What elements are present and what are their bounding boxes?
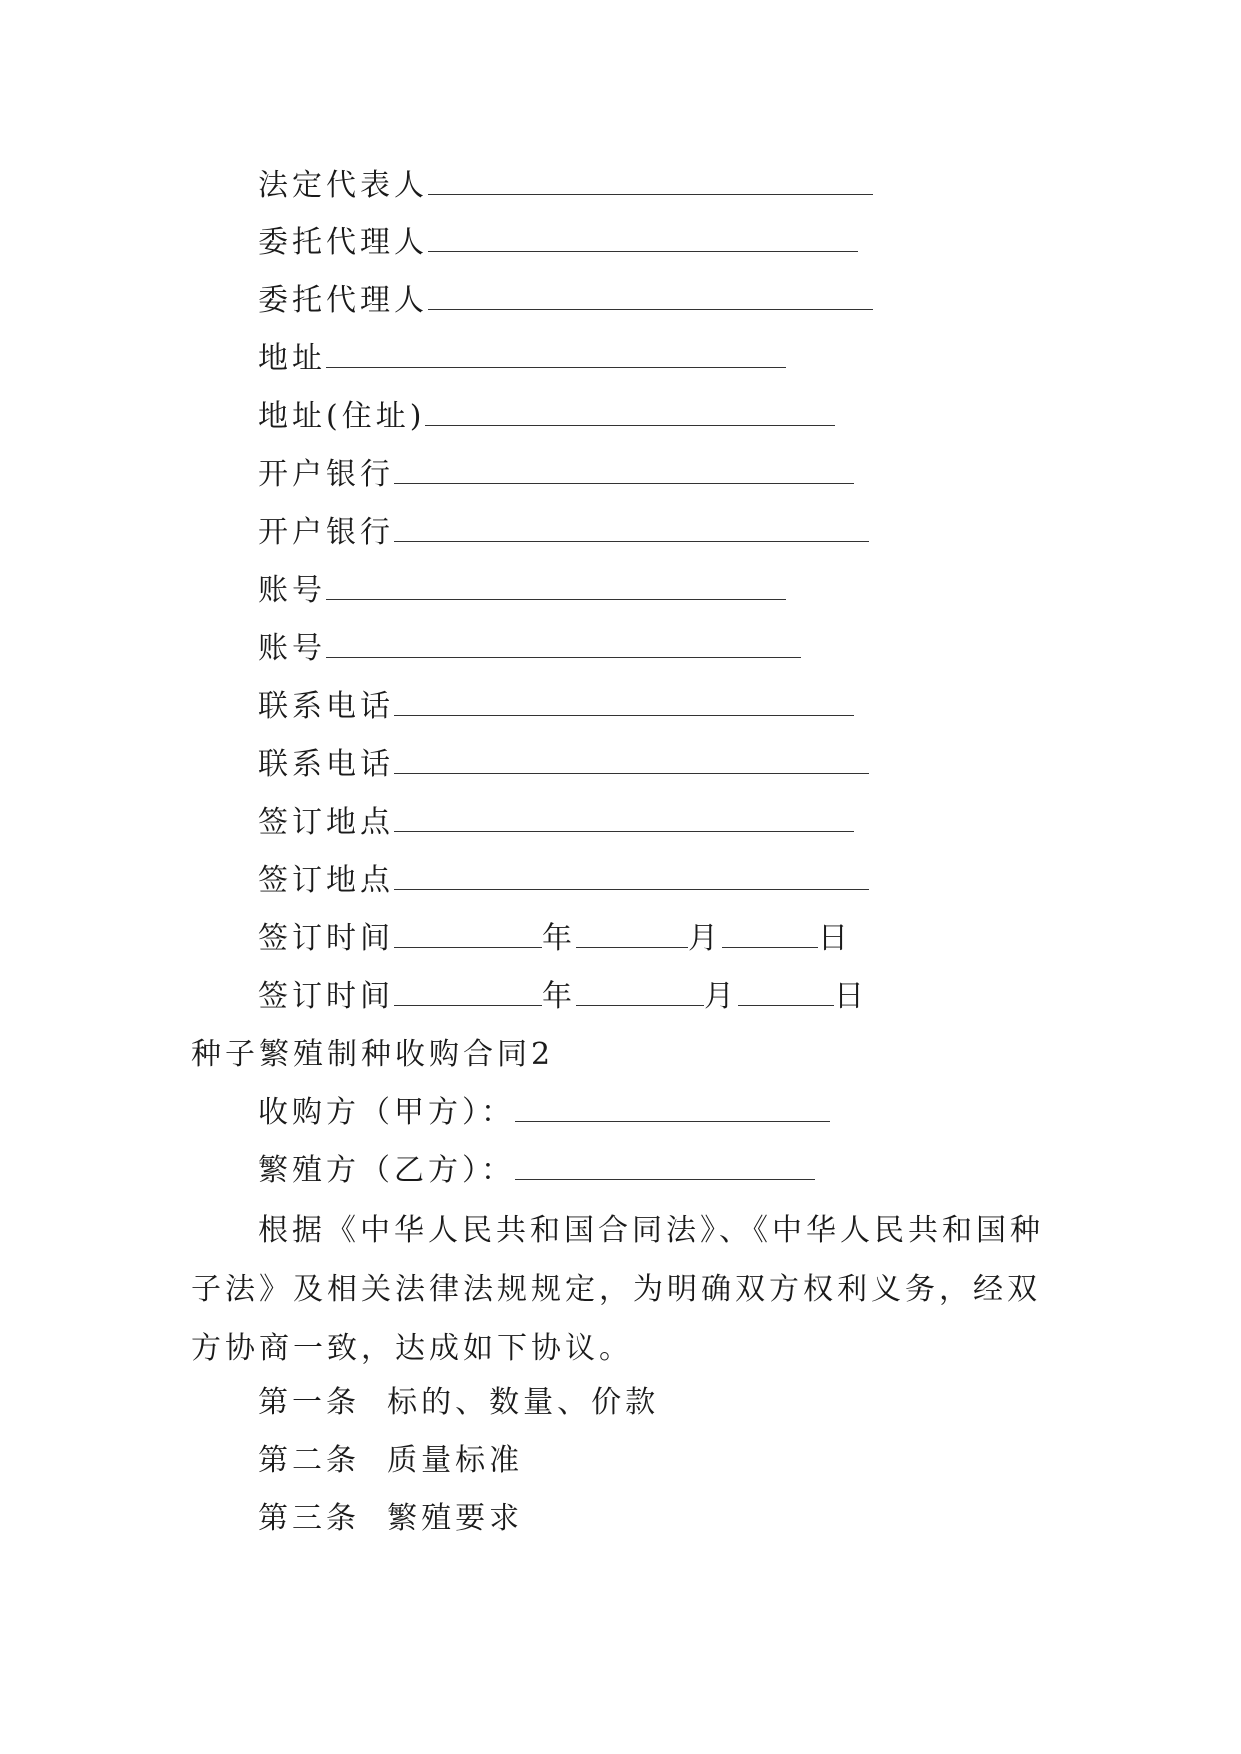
field-sign-place-a [258, 803, 854, 843]
field-phone-a [258, 687, 854, 727]
month-label: 月 [704, 979, 738, 1014]
field-label: 委托代理人 [258, 225, 428, 260]
field-label: 签订地点 [258, 805, 394, 840]
field-label: 开户银行 [258, 457, 394, 492]
field-label: 地址 [258, 341, 326, 376]
blank-line [515, 1093, 830, 1122]
field-agent-b [258, 281, 873, 321]
blank-month [576, 919, 688, 948]
blank-line [394, 861, 869, 890]
field-label: 签订地点 [258, 863, 394, 898]
blank-line [425, 397, 835, 426]
contract-heading: 种子繁殖制种收购合同2 [191, 1037, 555, 1072]
party-b-label: 繁殖方（乙方）： [258, 1153, 515, 1188]
field-sign-time-a [258, 919, 852, 959]
blank-line [394, 513, 869, 542]
field-residence-address [258, 397, 835, 437]
field-label: 账号 [258, 631, 326, 666]
field-label: 委托代理人 [258, 283, 428, 318]
day-label: 日 [834, 979, 868, 1014]
article-3: 第三条 繁殖要求 [258, 1501, 524, 1536]
field-bank-b [258, 513, 869, 553]
blank-day [722, 919, 818, 948]
field-sign-place-b [258, 861, 869, 901]
article-2: 第二条 质量标准 [258, 1443, 524, 1478]
field-label: 法定代表人 [258, 168, 428, 203]
party-a [258, 1093, 830, 1133]
field-phone-b [258, 745, 869, 785]
month-label: 月 [688, 921, 722, 956]
field-account-a [258, 571, 786, 611]
blank-year [394, 977, 542, 1006]
field-agent-a [258, 223, 858, 263]
day-label: 日 [818, 921, 852, 956]
field-label: 签订时间 [258, 921, 394, 956]
field-label: 账号 [258, 573, 326, 608]
field-label: 开户银行 [258, 515, 394, 550]
field-label: 联系电话 [258, 747, 394, 782]
blank-line [428, 281, 873, 310]
field-account-b [258, 629, 801, 669]
field-address [258, 339, 786, 379]
field-label: 签订时间 [258, 979, 394, 1014]
intro-paragraph: 根据《中华人民共和国合同法》、《中华人民共和国种子法》及相关法律法规规定，为明确双方权利义务，经双方协商一致，达成如下协议。 [191, 1213, 1044, 1366]
blank-line [428, 223, 858, 252]
blank-line [428, 166, 873, 195]
blank-line [394, 803, 854, 832]
party-a-label: 收购方（甲方）： [258, 1095, 515, 1130]
field-bank-a [258, 455, 854, 495]
blank-month [576, 977, 704, 1006]
blank-line [515, 1151, 815, 1180]
blank-year [394, 919, 542, 948]
article-1: 第一条 标的、数量、价款 [258, 1385, 660, 1420]
blank-line [394, 687, 854, 716]
party-b [258, 1151, 815, 1191]
blank-line [394, 455, 854, 484]
blank-line [326, 629, 801, 658]
field-legal-representative [258, 166, 873, 206]
blank-day [738, 977, 834, 1006]
blank-line [326, 339, 786, 368]
year-label: 年 [542, 979, 576, 1014]
field-label: 联系电话 [258, 689, 394, 724]
field-label: 地址(住址) [258, 399, 426, 434]
field-sign-time-b [258, 977, 868, 1017]
year-label: 年 [542, 921, 576, 956]
blank-line [394, 745, 869, 774]
blank-line [326, 571, 786, 600]
